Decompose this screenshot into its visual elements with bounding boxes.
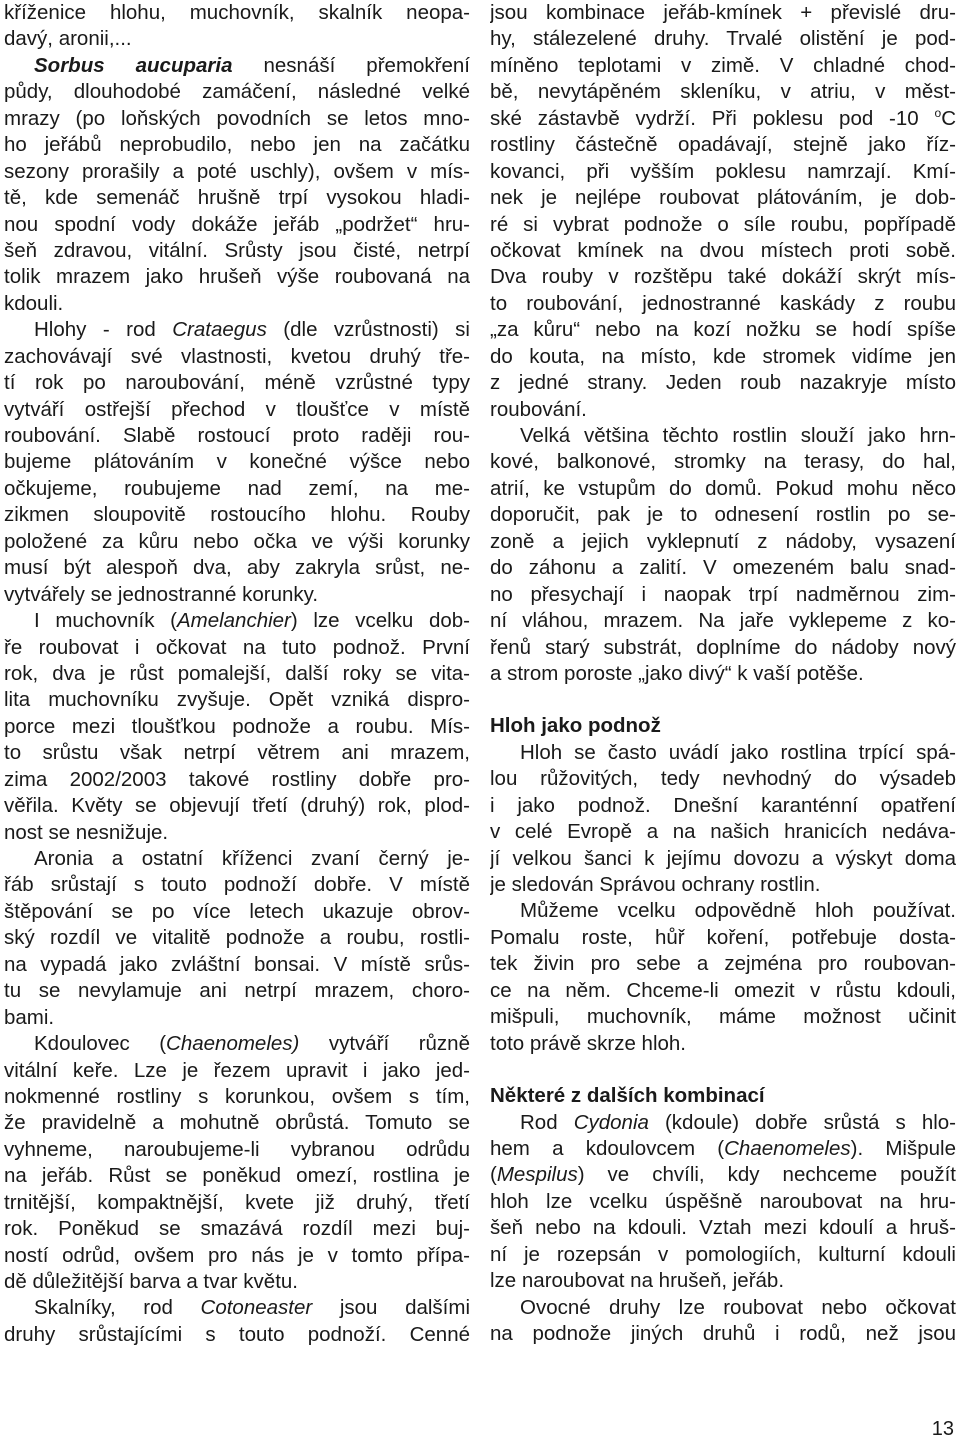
text-line: jsou kombinace jeřáb-kmínek + převislé dru- bbox=[490, 1, 956, 24]
text-line: z jedné strany. Jeden roub nazakryje místo bbox=[490, 371, 956, 395]
text-fragment: I muchovník ( bbox=[34, 609, 177, 633]
text-fragment: ). Mišpule bbox=[850, 1136, 956, 1160]
text-fragment: ) lze vcelku dob- bbox=[290, 609, 470, 633]
text-line: řáb srůstají s touto podnoží dobře. V místě bbox=[4, 873, 470, 897]
section-heading: Některé z dalších kombinací bbox=[490, 1084, 765, 1108]
text-fragment: vytváří různě bbox=[299, 1032, 470, 1056]
latin-name: Chaenomeles bbox=[724, 1136, 851, 1160]
text-line bbox=[4, 317, 470, 343]
text-line: řenů starý substrát, doplníme do nádoby nový bbox=[490, 635, 956, 659]
text-line: Ovocné druhy lze roubovat nebo očkovat bbox=[520, 1295, 956, 1319]
text-line: do kouta, na místo, kde stromek vidíme jen bbox=[490, 344, 956, 368]
text-line: na jeřáb. Růst se poněkud omezí, rostlina je bbox=[4, 1164, 470, 1188]
right-column bbox=[490, 0, 956, 1347]
text-line: zoně a jejich vyklepnutí z nádoby, vysazení bbox=[490, 529, 956, 553]
text-line: rok. Poněkud se smazává rozdíl mezi buj- bbox=[4, 1217, 470, 1241]
text-line bbox=[4, 53, 470, 79]
text-line: vyhneme, naroubujeme-li vybranou odrůdu bbox=[4, 1137, 470, 1161]
text-fragment: Skalníky, rod bbox=[34, 1296, 201, 1320]
text-line: tu se nevylamuje ani netrpí mrazem, choro- bbox=[4, 979, 470, 1003]
text-line: trnitější, kompaktnější, kvete již druhý, třetí bbox=[4, 1190, 470, 1214]
text-line: Velká většina těchto rostlin slouží jako hrn- bbox=[520, 424, 956, 447]
text-line: kovanci, při vyšším poklesu namrzají. Kmí- bbox=[490, 159, 956, 183]
text-line: to roubování, jednostranné kaskády z roubu bbox=[490, 291, 956, 315]
text-line: no přesychají i naopak trpí nadměrnou zim- bbox=[490, 582, 956, 606]
text-fragment: Kdoulovec ( bbox=[34, 1032, 167, 1056]
text-line: šeň nebo na kdouli. Vztah mezi kdoulí a hruš- bbox=[490, 1216, 956, 1240]
text-line: jí velkou šanci k jejímu dovozu a výskyt doma bbox=[490, 846, 956, 870]
text-line: mrazy (po loňských povodních se letos mno- bbox=[4, 106, 470, 130]
text-line: lze naroubovat na hrušeň, jeřáb. bbox=[490, 1269, 785, 1293]
text-line: ní vláhou, mrazem. Na jaře vyklepeme z ko- bbox=[490, 609, 956, 633]
text-line: zima 2002/2003 takové rostliny dobře pro- bbox=[4, 767, 470, 791]
section-gap bbox=[490, 1057, 956, 1083]
text-line: lita muchovníku zvyšuje. Opět vzniká dispro- bbox=[4, 688, 470, 712]
text-line: na podnože jiných druhů i rodů, než jsou bbox=[490, 1322, 956, 1345]
text-line: ře roubovat i očkovat na tuto podnož. První bbox=[4, 635, 470, 659]
latin-name: Cotoneaster bbox=[200, 1296, 313, 1320]
text-line: Pomalu roste, hůř koření, potřebuje dosta- bbox=[490, 925, 956, 949]
text-line: bujeme plátováním v konečné výšce nebo bbox=[4, 450, 470, 474]
text-line: rostliny částečně opadávají, stejně jako říz- bbox=[490, 133, 956, 157]
text-line: že pravidelně a mohutně obrůstá. Tomuto se bbox=[4, 1111, 470, 1135]
text-fragment: (kdoule) dobře srůstá s hlo- bbox=[648, 1110, 956, 1134]
text-line: musí být alespoň dva, aby zakryla srůst, ne- bbox=[4, 556, 470, 580]
text-line bbox=[490, 1162, 956, 1188]
latin-name-bold: Sorbus aucuparia bbox=[34, 53, 233, 77]
text-line: na vypadá jako zvláštní bonsai. V místě srůs- bbox=[4, 952, 470, 976]
text-line: zachovávají své vlastnosti, kvetou druhý tře- bbox=[4, 344, 470, 368]
text-fragment: Rod bbox=[520, 1110, 574, 1134]
text-line: doporučit, pak je to odnesení rostlin po se- bbox=[490, 503, 956, 527]
text-fragment: ( bbox=[490, 1163, 497, 1187]
text-line: je sledován Správou ochrany rostlin. bbox=[490, 873, 821, 896]
text-line: ní je rozepsán v pomologiích, kulturní kdouli bbox=[490, 1242, 956, 1266]
text-line: vytváří ostřejší přechod v tloušťce v místě bbox=[4, 397, 470, 421]
text-line: ré si vybrat podnože o síle roubu, popřípadě bbox=[490, 212, 956, 236]
text-line: v celé Evropě a na našich hranicích nedáva- bbox=[490, 820, 956, 844]
text-line: mišpuli, muchovník, máme možnost učinit bbox=[490, 1005, 956, 1029]
section-gap bbox=[490, 687, 956, 713]
text-line: hloh lze vcelku úspěšně naroubovat na hru- bbox=[490, 1189, 956, 1213]
text-line: atrií, ke vstupům do domů. Pokud mohu něco bbox=[490, 476, 956, 500]
text-line: lou růžovitých, tedy nevhodný do výsadeb bbox=[490, 767, 956, 791]
text-fragment: hem a kdoulovcem ( bbox=[490, 1136, 725, 1160]
text-line: věřila. Květy se objevují třetí (druhý) rok, plod- bbox=[4, 794, 470, 818]
text-line: kové, balkonové, stromky na terasy, do hal, bbox=[490, 450, 956, 474]
text-line: ský rozdíl ve vitalitě podnože a roubu, rostli- bbox=[4, 926, 470, 950]
text-line: tek živin pro sebe a zejména pro roubovan- bbox=[490, 952, 956, 976]
text-line bbox=[490, 1136, 956, 1162]
text-line: to srůstu však netrpí větrem ani mrazem, bbox=[4, 741, 470, 765]
text-fragment: C bbox=[941, 106, 956, 130]
text-line: štěpování se po více letech ukazuje obrov- bbox=[4, 899, 470, 923]
text-line: „za kůru“ nebo na kozí nožku se hodí spíše bbox=[490, 318, 956, 342]
text-line: i jako podnož. Dnešní karanténní opatření bbox=[490, 793, 956, 817]
text-line: šeň zdravou, vitální. Srůsty jsou čisté, netrpí bbox=[4, 238, 470, 262]
latin-name: Amelanchier bbox=[176, 609, 291, 633]
latin-name: Chaenomeles) bbox=[166, 1032, 300, 1056]
text-line: vitální keře. Lze je řezem upravit i jako jed- bbox=[4, 1058, 470, 1082]
text-line: Aronia a ostatní kříženci zvaní černý je- bbox=[34, 847, 470, 870]
degree-superscript: o bbox=[934, 105, 942, 120]
text-line: Hloh se často uvádí jako rostlina trpící spá- bbox=[520, 740, 956, 764]
text-line: kříženice hlohu, muchovník, skalník neopa- bbox=[4, 1, 470, 24]
text-line: tě, kde semenáč hrušně trpí vysokou hladi- bbox=[4, 186, 470, 210]
text-line: do záhonu a zalití. V omezeném balu snad- bbox=[490, 556, 956, 580]
text-line: davý, aronii,... bbox=[4, 27, 132, 51]
latin-name: Cydonia bbox=[573, 1110, 649, 1134]
text-line: bě, nevytápěném skleníku, v atriu, v měst- bbox=[490, 80, 956, 104]
latin-name: Mespilus bbox=[496, 1163, 578, 1187]
text-line: nost se nesnižuje. bbox=[4, 820, 169, 844]
text-line: ností odrůd, ovšem pro nás je v tomto přípa- bbox=[4, 1243, 470, 1267]
text-fragment: jsou dalšími bbox=[312, 1296, 470, 1320]
text-line: zikmen sloupovitě rostoucího hlohu. Rouby bbox=[4, 503, 470, 527]
page-number: 13 bbox=[931, 1418, 954, 1440]
text-fragment: (dle vzrůstnosti) si bbox=[266, 318, 470, 342]
text-line bbox=[4, 1031, 470, 1057]
text-line: a strom poroste „jako divý“ k vaší potěše. bbox=[490, 661, 864, 685]
text-line: nek je nejlépe roubovat plátováním, je dob- bbox=[490, 186, 956, 210]
text-line: bami. bbox=[4, 1005, 55, 1029]
text-line: nokmenné rostliny s korunkou, ovšem s tím, bbox=[4, 1084, 470, 1108]
text-line bbox=[490, 106, 956, 132]
text-line: roubování. bbox=[490, 397, 587, 421]
text-line: očkujeme, roubujeme nad zemí, na me- bbox=[4, 476, 470, 500]
text-line: rok, dva je růst pomalejší, další roky se vita- bbox=[4, 661, 470, 685]
text-line: porce mezi tloušťkou podnože a roubu. Mís- bbox=[4, 714, 470, 738]
text-fragment: Hlohy - rod bbox=[34, 318, 173, 342]
section-heading: Hloh jako podnož bbox=[490, 714, 661, 738]
text-line: druhy srůstajícími s touto podnoží. Cenné bbox=[4, 1322, 470, 1346]
text-line bbox=[490, 1110, 956, 1136]
text-line: roubování. Slabě rostoucí proto raději rou- bbox=[4, 424, 470, 447]
text-line: míněno teplotami v zimě. V chladné chod- bbox=[490, 53, 956, 77]
text-line bbox=[4, 608, 470, 634]
text-line: dě důležitější barva a tvar květu. bbox=[4, 1270, 298, 1293]
text-line: očkovat kmínek na dvou místech proti sobě. bbox=[490, 238, 956, 262]
text-line: tolik mrazem jako hrušeň výše roubovaná na bbox=[4, 265, 470, 289]
text-fragment: ) ve chvíli, kdy nechceme použít bbox=[577, 1163, 956, 1187]
text-line: tí rok po naroubování, méně vzrůstné typy bbox=[4, 371, 470, 395]
text-line bbox=[4, 1295, 470, 1321]
text-fragment: ské zástavbě vydrží. Při poklesu pod -10 bbox=[490, 106, 935, 130]
text-fragment: nesnáší přemokření bbox=[232, 53, 470, 77]
text-line: kdouli. bbox=[4, 291, 64, 315]
text-line: nou spodní vody dokáže jeřáb „podržet“ hru- bbox=[4, 212, 470, 236]
text-line: ce na něm. Chceme-li omezit v růstu kdouli, bbox=[490, 978, 956, 1002]
text-line: Můžeme vcelku odpovědně hloh používat. bbox=[520, 899, 956, 923]
left-column bbox=[4, 0, 470, 1348]
text-line: ho jeřábů neprobudilo, nebo jen na začátku bbox=[4, 133, 470, 157]
latin-name: Crataegus bbox=[172, 318, 267, 342]
text-line: položené za kůru nebo očka ve výši korunky bbox=[4, 529, 470, 553]
text-line: vytvářely se jednostranné korunky. bbox=[4, 582, 319, 606]
text-line: toto právě skrze hloh. bbox=[490, 1031, 686, 1055]
text-line: půdy, dlouhodobé zamáčení, následné velké bbox=[4, 80, 470, 104]
text-line: Dva rouby v rozštěpu také dokáží skrýt mís- bbox=[490, 265, 956, 289]
text-line: hy, stálezelené druhy. Trvalé olistění je pod- bbox=[490, 27, 956, 51]
text-line: sezony prorašily a poté uschly), ovšem v mís- bbox=[4, 159, 470, 183]
